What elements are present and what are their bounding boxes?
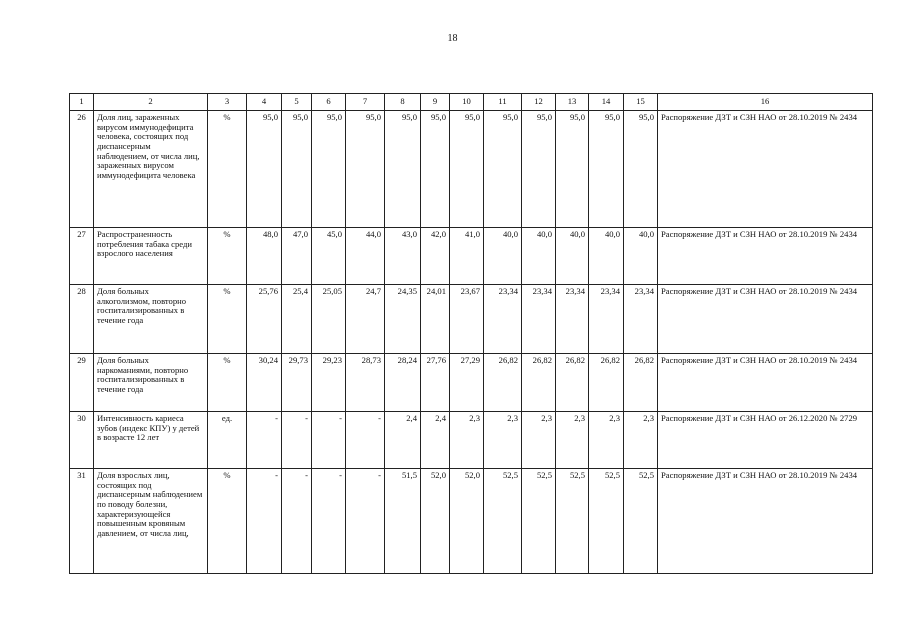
value-cell: 95,0 — [522, 111, 556, 228]
value-cell: 2,3 — [589, 412, 624, 469]
value-cell: 95,0 — [556, 111, 589, 228]
source-cell: Распоряжение ДЗТ и СЗН НАО от 26.12.2020 № 2729 — [658, 412, 873, 469]
value-cell: 52,0 — [421, 469, 450, 574]
indicator-name: Доля больных алкоголизмом, повторно госпитализированных в течение года — [94, 285, 208, 354]
table-row — [70, 111, 873, 228]
source-cell: Распоряжение ДЗТ и СЗН НАО от 28.10.2019 № 2434 — [658, 469, 873, 574]
value-cell: 25,05 — [312, 285, 346, 354]
value-cell: 52,0 — [450, 469, 484, 574]
unit-cell: ед. — [208, 412, 247, 469]
value-cell: 23,67 — [450, 285, 484, 354]
value-cell: 95,0 — [589, 111, 624, 228]
value-cell: 23,34 — [624, 285, 658, 354]
value-cell: 95,0 — [312, 111, 346, 228]
column-header: 15 — [624, 94, 658, 111]
value-cell: 95,0 — [247, 111, 282, 228]
column-header: 8 — [385, 94, 421, 111]
row-number: 27 — [70, 228, 94, 285]
value-cell: - — [346, 412, 385, 469]
header-row — [70, 94, 873, 111]
column-header: 5 — [282, 94, 312, 111]
table-row — [70, 285, 873, 354]
value-cell: 27,76 — [421, 354, 450, 412]
value-cell: 24,7 — [346, 285, 385, 354]
column-header: 9 — [421, 94, 450, 111]
source-cell: Распоряжение ДЗТ и СЗН НАО от 28.10.2019 № 2434 — [658, 228, 873, 285]
value-cell: 45,0 — [312, 228, 346, 285]
value-cell: 52,5 — [484, 469, 522, 574]
value-cell: 26,82 — [556, 354, 589, 412]
unit-cell: % — [208, 228, 247, 285]
column-header: 2 — [94, 94, 208, 111]
value-cell: 25,4 — [282, 285, 312, 354]
indicator-name: Доля больных наркоманиями, повторно госпитализированных в течение года — [94, 354, 208, 412]
value-cell: 28,73 — [346, 354, 385, 412]
column-header: 3 — [208, 94, 247, 111]
value-cell: 28,24 — [385, 354, 421, 412]
value-cell: 29,73 — [282, 354, 312, 412]
value-cell: 40,0 — [484, 228, 522, 285]
value-cell: - — [346, 469, 385, 574]
value-cell: 95,0 — [346, 111, 385, 228]
column-header: 10 — [450, 94, 484, 111]
value-cell: 2,3 — [624, 412, 658, 469]
value-cell: 51,5 — [385, 469, 421, 574]
source-cell: Распоряжение ДЗТ и СЗН НАО от 28.10.2019 № 2434 — [658, 285, 873, 354]
value-cell: 26,82 — [484, 354, 522, 412]
table-row — [70, 412, 873, 469]
value-cell: 2,4 — [421, 412, 450, 469]
table-row — [70, 469, 873, 574]
indicator-name: Интенсивность кариеса зубов (индекс КПУ) у детей в возрасте 12 лет — [94, 412, 208, 469]
value-cell: 26,82 — [624, 354, 658, 412]
value-cell: 23,34 — [522, 285, 556, 354]
value-cell: 26,82 — [522, 354, 556, 412]
value-cell: 2,3 — [450, 412, 484, 469]
value-cell: 2,3 — [484, 412, 522, 469]
value-cell: 95,0 — [385, 111, 421, 228]
value-cell: 23,34 — [589, 285, 624, 354]
column-header: 12 — [522, 94, 556, 111]
value-cell: 26,82 — [589, 354, 624, 412]
value-cell: 23,34 — [556, 285, 589, 354]
source-cell: Распоряжение ДЗТ и СЗН НАО от 28.10.2019 № 2434 — [658, 111, 873, 228]
value-cell: 2,3 — [556, 412, 589, 469]
value-cell: 27,29 — [450, 354, 484, 412]
indicators-table — [69, 93, 873, 574]
value-cell: 40,0 — [522, 228, 556, 285]
value-cell: 52,5 — [589, 469, 624, 574]
column-header: 13 — [556, 94, 589, 111]
value-cell: - — [312, 412, 346, 469]
column-header: 7 — [346, 94, 385, 111]
value-cell: 44,0 — [346, 228, 385, 285]
value-cell: 95,0 — [484, 111, 522, 228]
table-row — [70, 354, 873, 412]
row-number: 30 — [70, 412, 94, 469]
unit-cell: % — [208, 285, 247, 354]
value-cell: 24,35 — [385, 285, 421, 354]
row-number: 31 — [70, 469, 94, 574]
value-cell: 40,0 — [556, 228, 589, 285]
value-cell: 2,3 — [522, 412, 556, 469]
value-cell: 47,0 — [282, 228, 312, 285]
column-header: 14 — [589, 94, 624, 111]
column-header: 11 — [484, 94, 522, 111]
unit-cell: % — [208, 469, 247, 574]
source-cell: Распоряжение ДЗТ и СЗН НАО от 28.10.2019 № 2434 — [658, 354, 873, 412]
value-cell: - — [282, 412, 312, 469]
column-header: 4 — [247, 94, 282, 111]
value-cell: 52,5 — [556, 469, 589, 574]
value-cell: 40,0 — [589, 228, 624, 285]
indicator-name: Доля взрослых лиц, состоящих под диспансерным наблюдением по поводу болезни, характеризующейся повышенным кровяным давлением, от числа лиц, — [94, 469, 208, 574]
value-cell: 95,0 — [282, 111, 312, 228]
column-header: 6 — [312, 94, 346, 111]
value-cell: 23,34 — [484, 285, 522, 354]
table-row — [70, 228, 873, 285]
value-cell: 43,0 — [385, 228, 421, 285]
value-cell: 52,5 — [624, 469, 658, 574]
value-cell: 52,5 — [522, 469, 556, 574]
value-cell: 29,23 — [312, 354, 346, 412]
value-cell: 40,0 — [624, 228, 658, 285]
row-number: 28 — [70, 285, 94, 354]
value-cell: 95,0 — [421, 111, 450, 228]
value-cell: 48,0 — [247, 228, 282, 285]
value-cell: 95,0 — [624, 111, 658, 228]
value-cell: 30,24 — [247, 354, 282, 412]
value-cell: 2,4 — [385, 412, 421, 469]
row-number: 26 — [70, 111, 94, 228]
indicator-name: Распространенность потребления табака среди взрослого населения — [94, 228, 208, 285]
unit-cell: % — [208, 354, 247, 412]
value-cell: - — [312, 469, 346, 574]
row-number: 29 — [70, 354, 94, 412]
page-number: 18 — [447, 33, 458, 44]
value-cell: - — [247, 469, 282, 574]
value-cell: 41,0 — [450, 228, 484, 285]
column-header: 16 — [658, 94, 873, 111]
value-cell: - — [282, 469, 312, 574]
value-cell: 25,76 — [247, 285, 282, 354]
indicator-name: Доля лиц, зараженных вирусом иммунодефицита человека, состоящих под диспансерным наблюдением, от числа лиц, зараженных вирусом иммунодефицита человека — [94, 111, 208, 228]
unit-cell: % — [208, 111, 247, 228]
value-cell: 24,01 — [421, 285, 450, 354]
value-cell: - — [247, 412, 282, 469]
column-header: 1 — [70, 94, 94, 111]
value-cell: 95,0 — [450, 111, 484, 228]
value-cell: 42,0 — [421, 228, 450, 285]
